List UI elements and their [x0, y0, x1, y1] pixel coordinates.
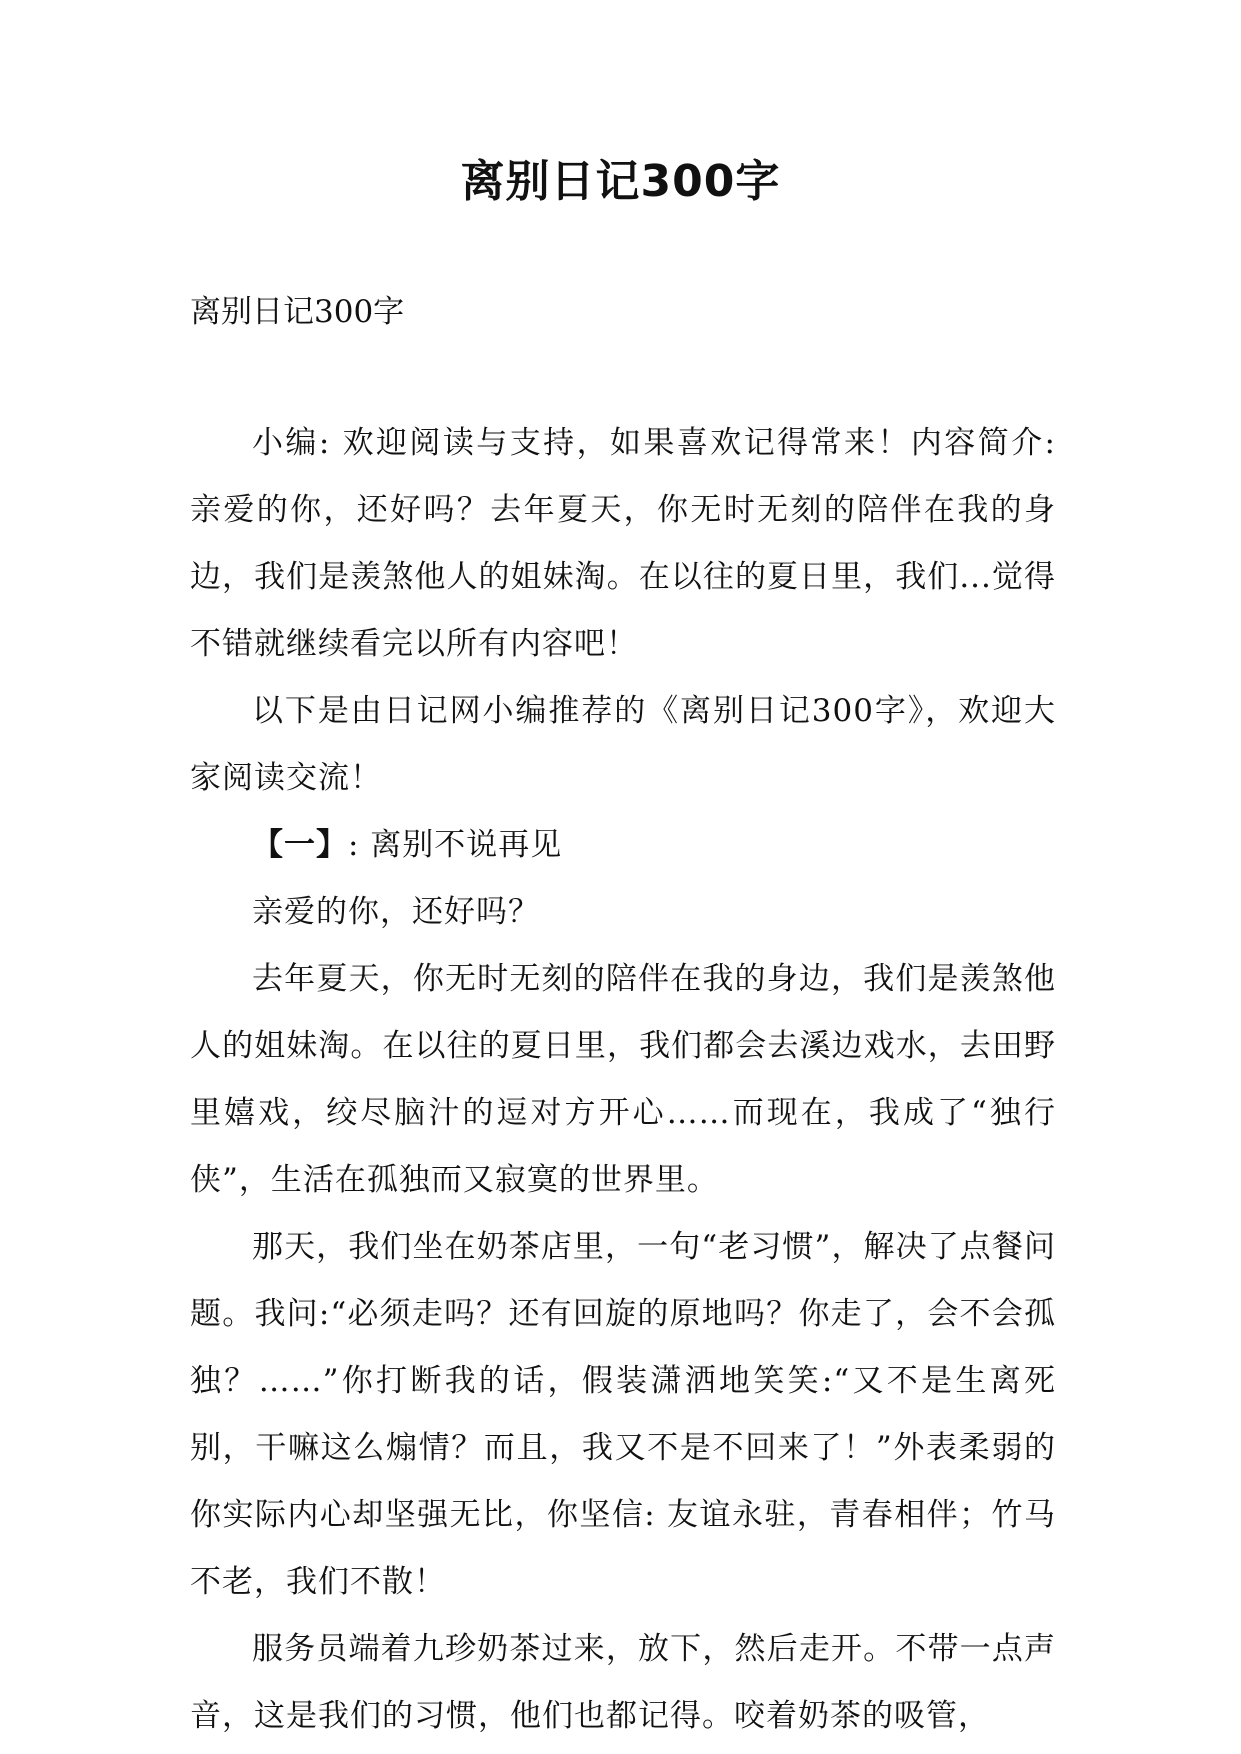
- section-heading: [190, 812, 1056, 879]
- document-title: 离别日记300字: [460, 156, 781, 207]
- body-paragraph: 那天，我们坐在奶茶店里，一句“老习惯”，解决了点餐问题。我问:“必须走吗？还有回旋的原地吗？你走了，会不会孤独？……”你打断我的话，假装潇洒地笑笑:“又不是生离死别，干嘛这么煽情？而且，我又不是不回来了！”外表柔弱的你实际内心却坚强无比，你坚信: 友谊永驻，青春相伴；竹马不老，我们不散！: [190, 1229, 1056, 1600]
- section-marker: 【一】: [252, 827, 348, 863]
- body-paragraph: 服务员端着九珍奶茶过来，放下，然后走开。不带一点声音，这是我们的习惯，他们也都记得。咬着奶茶的吸管，: [190, 1631, 1056, 1734]
- document-subtitle: 离别日记300字: [190, 294, 405, 330]
- body-paragraph: 亲爱的你，还好吗？: [252, 894, 540, 930]
- intro-paragraph: 小编: 欢迎阅读与支持，如果喜欢记得常来！内容简介: 亲爱的你，还好吗？去年夏天，你无时无刻的陪伴在我的身边，我们是羡煞他人的姐妹淘。在以往的夏日里，我们...觉得不错就继续看完以所有内容吧！: [190, 425, 1056, 662]
- section-heading-text: : 离别不说再见: [348, 827, 563, 863]
- body-paragraph: 去年夏天，你无时无刻的陪伴在我的身边，我们是羡煞他人的姐妹淘。在以往的夏日里，我们都会去溪边戏水，去田野里嬉戏，绞尽脑汁的逗对方开心……而现在，我成了“独行侠”，生活在孤独而又寂寞的世界里。: [190, 961, 1056, 1198]
- recommendation-paragraph: 以下是由日记网小编推荐的《离别日记300字》，欢迎大家阅读交流！: [190, 693, 1056, 796]
- document-body: [190, 410, 1056, 1750]
